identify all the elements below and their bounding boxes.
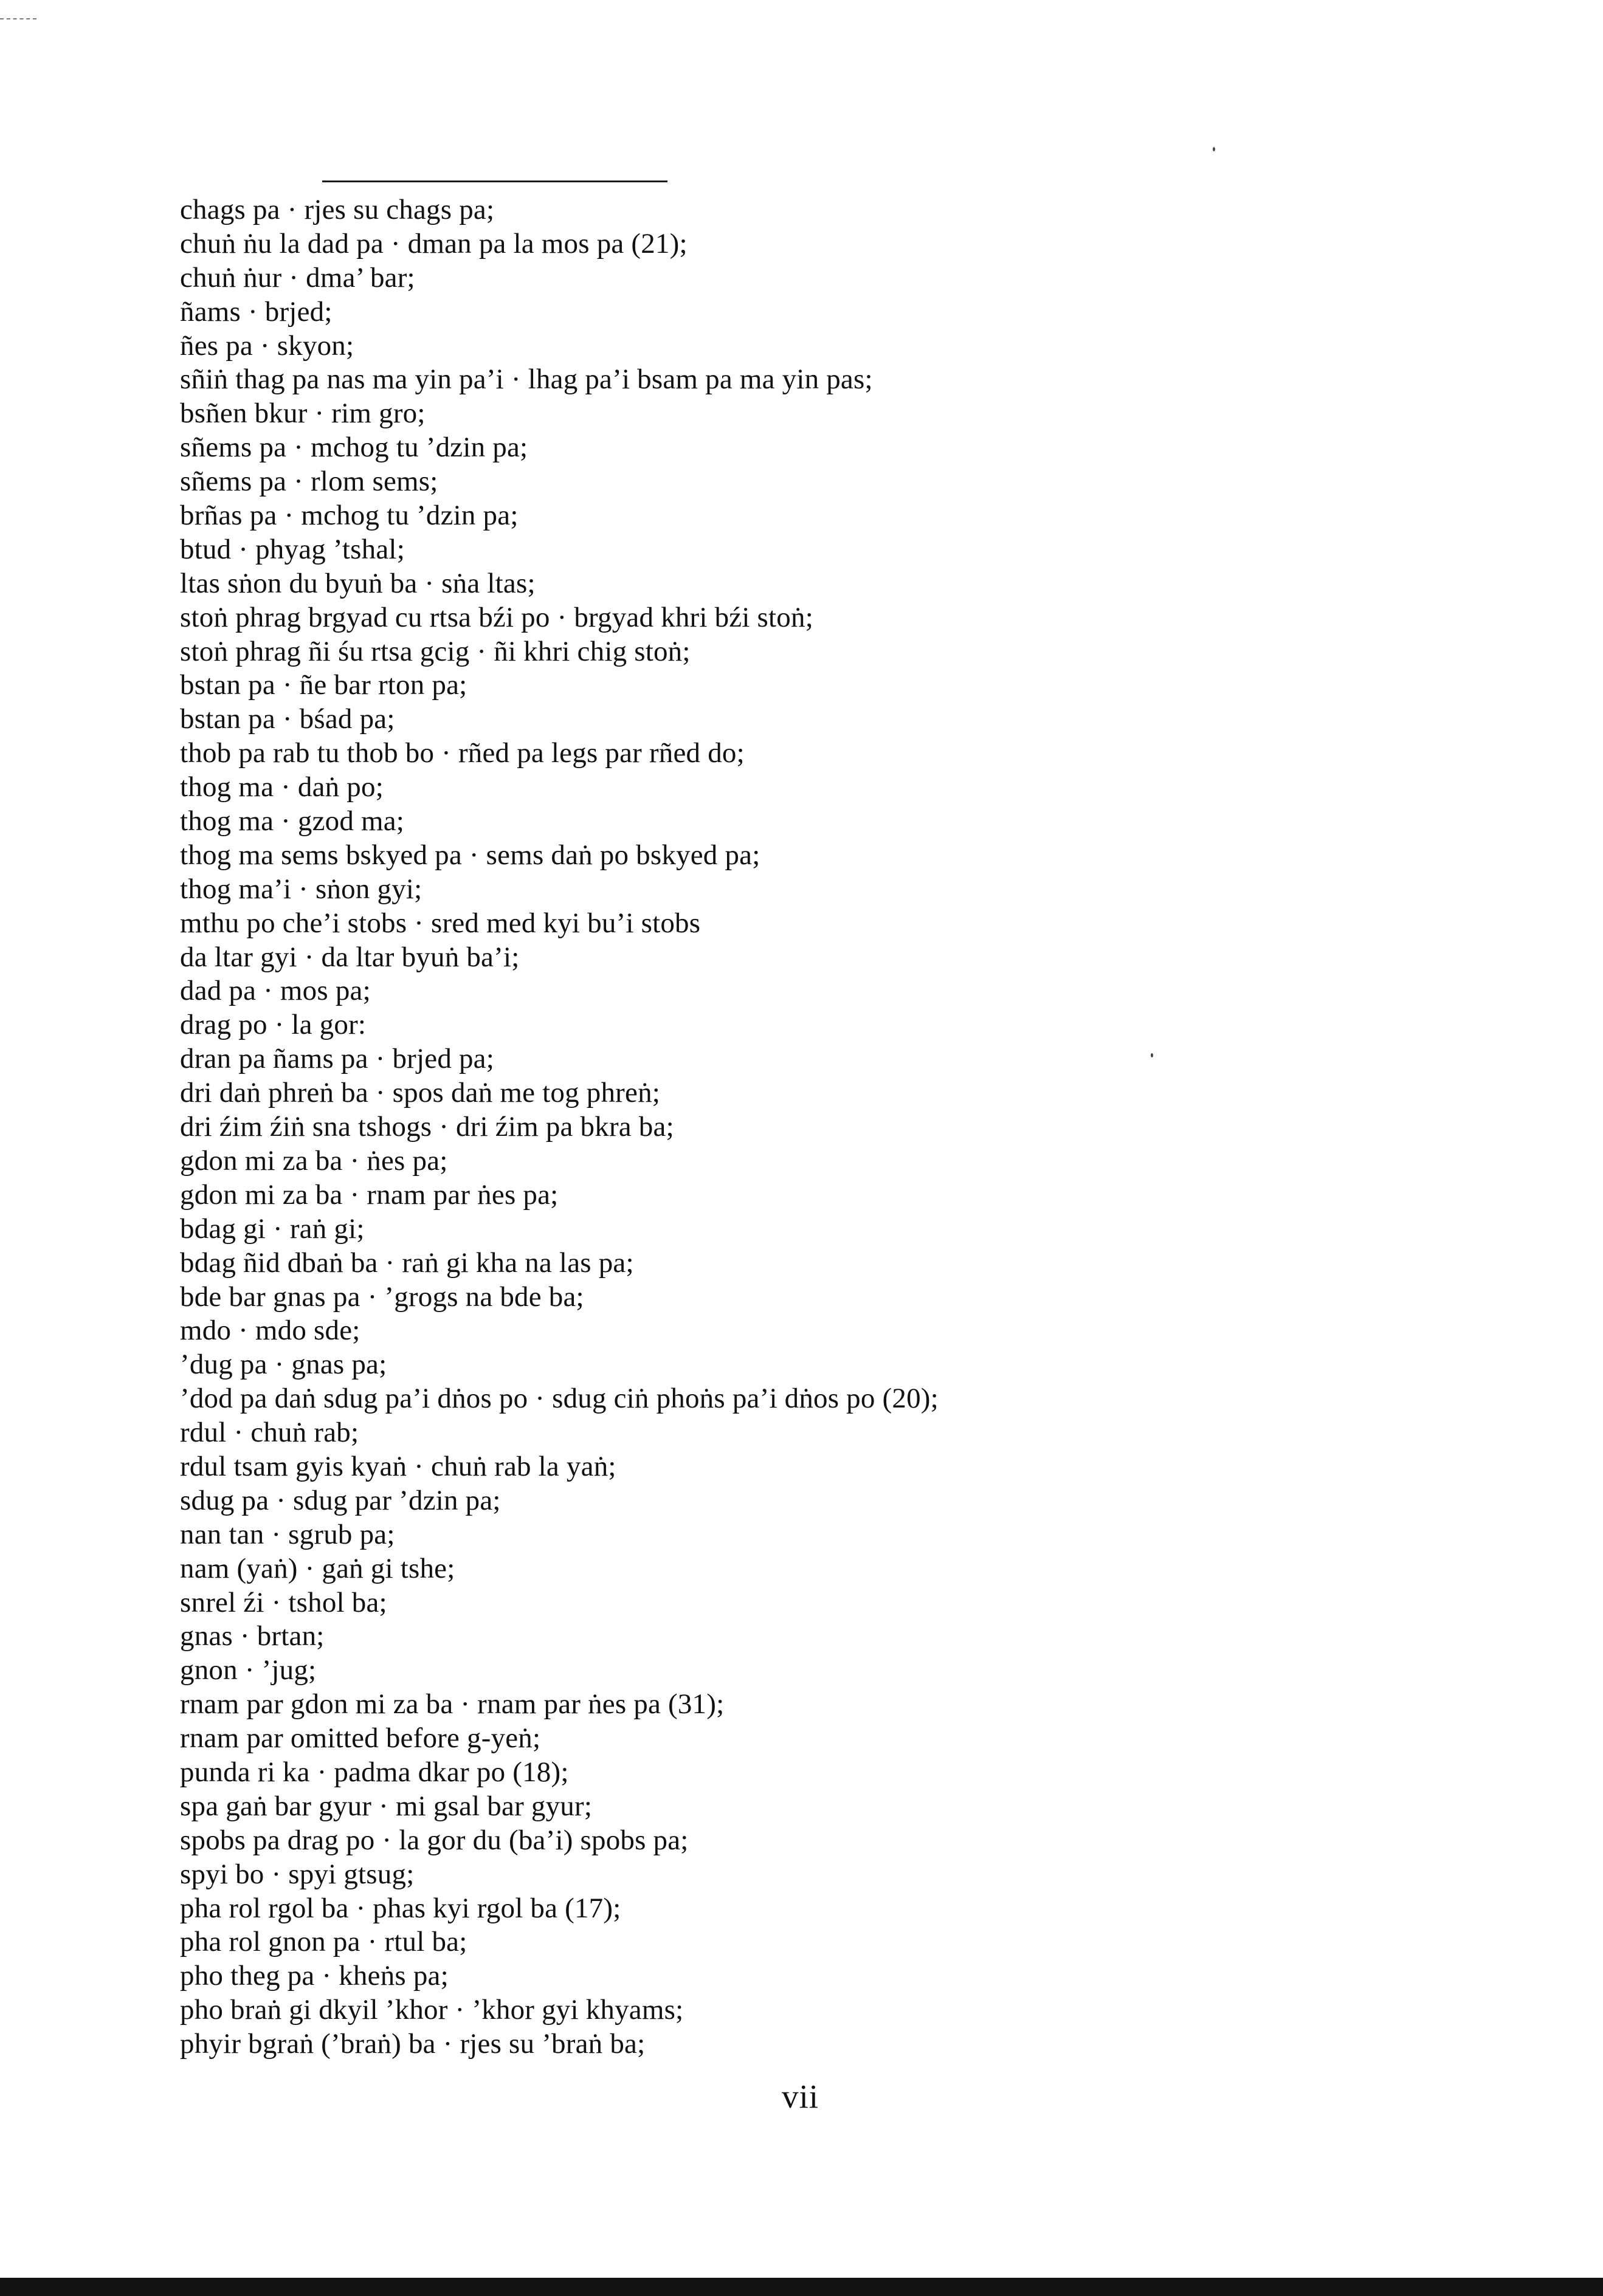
glossary-entry: pho braṅ gi dkyil ’khor · ’khor gyi khyams; [180, 1994, 684, 2026]
glossary-entry: stoṅ phrag brgyad cu rtsa bźi po · brgyad khri bźi stoṅ; [180, 601, 813, 633]
glossary-entry: spobs pa drag po · la gor du (ba’i) spobs pa; [180, 1824, 689, 1856]
glossary-entry: dri daṅ phreṅ ba · spos daṅ me tog phreṅ; [180, 1077, 661, 1109]
glossary-entry: mdo · mdo sde; [180, 1315, 360, 1347]
scan-speck [1213, 147, 1215, 151]
glossary-entry: rnam par gdon mi za ba · rnam par ṅes pa (31); [180, 1688, 725, 1720]
glossary-entry: chuṅ ṅu la dad pa · dman pa la mos pa (21); [180, 227, 688, 260]
glossary-entry: spa gaṅ bar gyur · mi gsal bar gyur; [180, 1790, 593, 1822]
glossary-entry: rdul tsam gyis kyaṅ · chuṅ rab la yaṅ; [180, 1450, 616, 1482]
scan-bottom-edge [0, 2278, 1603, 2296]
glossary-entry: drag po · la gor: [180, 1009, 367, 1041]
glossary-entry: spyi bo · spyi gtsug; [180, 1858, 415, 1890]
glossary-entry: chags pa · rjes su chags pa; [180, 194, 495, 225]
glossary-entry: pha rol rgol ba · phas kyi rgol ba (17); [180, 1892, 621, 1924]
glossary-entry: mthu po che’i stobs · sred med kyi bu’i stobs [180, 907, 701, 939]
glossary-entry: ñams · brjed; [180, 295, 333, 328]
glossary-entry: gdon mi za ba · rnam par ṅes pa; [180, 1178, 559, 1211]
glossary-entry: brñas pa · mchog tu ’dzin pa; [180, 500, 519, 532]
glossary-entry: thob pa rab tu thob bo · rñed pa legs par rñed do; [180, 737, 745, 769]
glossary-entry: bstan pa · bśad pa; [180, 703, 395, 735]
corner-scan-mark [0, 18, 36, 19]
glossary-entry: stoṅ phrag ñi śu rtsa gcig · ñi khri chig stoṅ; [180, 635, 691, 667]
glossary-entry: thog ma · daṅ po; [180, 771, 384, 803]
glossary-entry: punda ri ka · padma dkar po (18); [180, 1756, 569, 1788]
glossary-entry: chuṅ ṅur · dma’ bar; [180, 261, 415, 294]
glossary-entry: thog ma sems bskyed pa · sems daṅ po bskyed pa; [180, 839, 760, 871]
glossary-entry: ltas sṅon du byuṅ ba · sṅa ltas; [180, 567, 536, 599]
glossary-entry: sñiṅ thag pa nas ma yin pa’i · lhag pa’i bsam pa ma yin pas; [180, 363, 873, 396]
glossary-entry: pha rol gnon pa · rtul ba; [180, 1926, 467, 1958]
glossary-entry: btud · phyag ’tshal; [180, 533, 405, 565]
glossary-entry: da ltar gyi · da ltar byuṅ ba’i; [180, 941, 520, 973]
glossary-entry: gdon mi za ba · ṅes pa; [180, 1144, 448, 1177]
page-number: vii [782, 2078, 819, 2115]
glossary-entry: rnam par omitted before g-yeṅ; [180, 1722, 541, 1755]
glossary-entry: ’dod pa daṅ sdug pa’i dṅos po · sdug ciṅ phoṅs pa’i dṅos po (20); [180, 1383, 939, 1415]
glossary-entry: ñes pa · skyon; [180, 329, 354, 362]
glossary-entry: bsñen bkur · rim gro; [180, 397, 426, 430]
glossary-entry: thog ma’i · sṅon gyi; [180, 873, 422, 905]
glossary-entry: phyir bgraṅ (’braṅ) ba · rjes su ’braṅ ba; [180, 2028, 646, 2060]
glossary-entry: rdul · chuṅ rab; [180, 1417, 359, 1449]
glossary-entry: gnon · ’jug; [180, 1654, 317, 1686]
glossary-entry: thog ma · gzod ma; [180, 805, 405, 837]
glossary-entry: bdag ñid dbaṅ ba · raṅ gi kha na las pa; [180, 1246, 634, 1279]
glossary-entry: bstan pa · ñe bar rton pa; [180, 669, 467, 701]
glossary-entry: snrel źi · tshol ba; [180, 1586, 387, 1618]
glossary-entry: ’dug pa · gnas pa; [180, 1349, 387, 1381]
glossary-entry: gnas · brtan; [180, 1620, 325, 1652]
glossary-entry: pho theg pa · kheṅs pa; [180, 1960, 449, 1992]
glossary-entry: bde bar gnas pa · ’grogs na bde ba; [180, 1280, 584, 1313]
glossary-entry: nam (yaṅ) · gaṅ gi tshe; [180, 1552, 455, 1584]
separator-rule [322, 180, 667, 182]
glossary-entry: dri źim źiṅ sna tshogs · dri źim pa bkra ba; [180, 1111, 674, 1143]
glossary-entry: nan tan · sgrub pa; [180, 1518, 395, 1550]
glossary-entry: sñems pa · rlom sems; [180, 466, 438, 498]
glossary-entry: dad pa · mos pa; [180, 975, 371, 1007]
glossary-entry: sdug pa · sdug par ’dzin pa; [180, 1484, 501, 1516]
glossary-entry: dran pa ñams pa · brjed pa; [180, 1043, 494, 1075]
glossary-entry: sñems pa · mchog tu ’dzin pa; [180, 431, 528, 464]
glossary-entry-list [180, 193, 1456, 2061]
glossary-entry: bdag gi · raṅ gi; [180, 1212, 365, 1245]
